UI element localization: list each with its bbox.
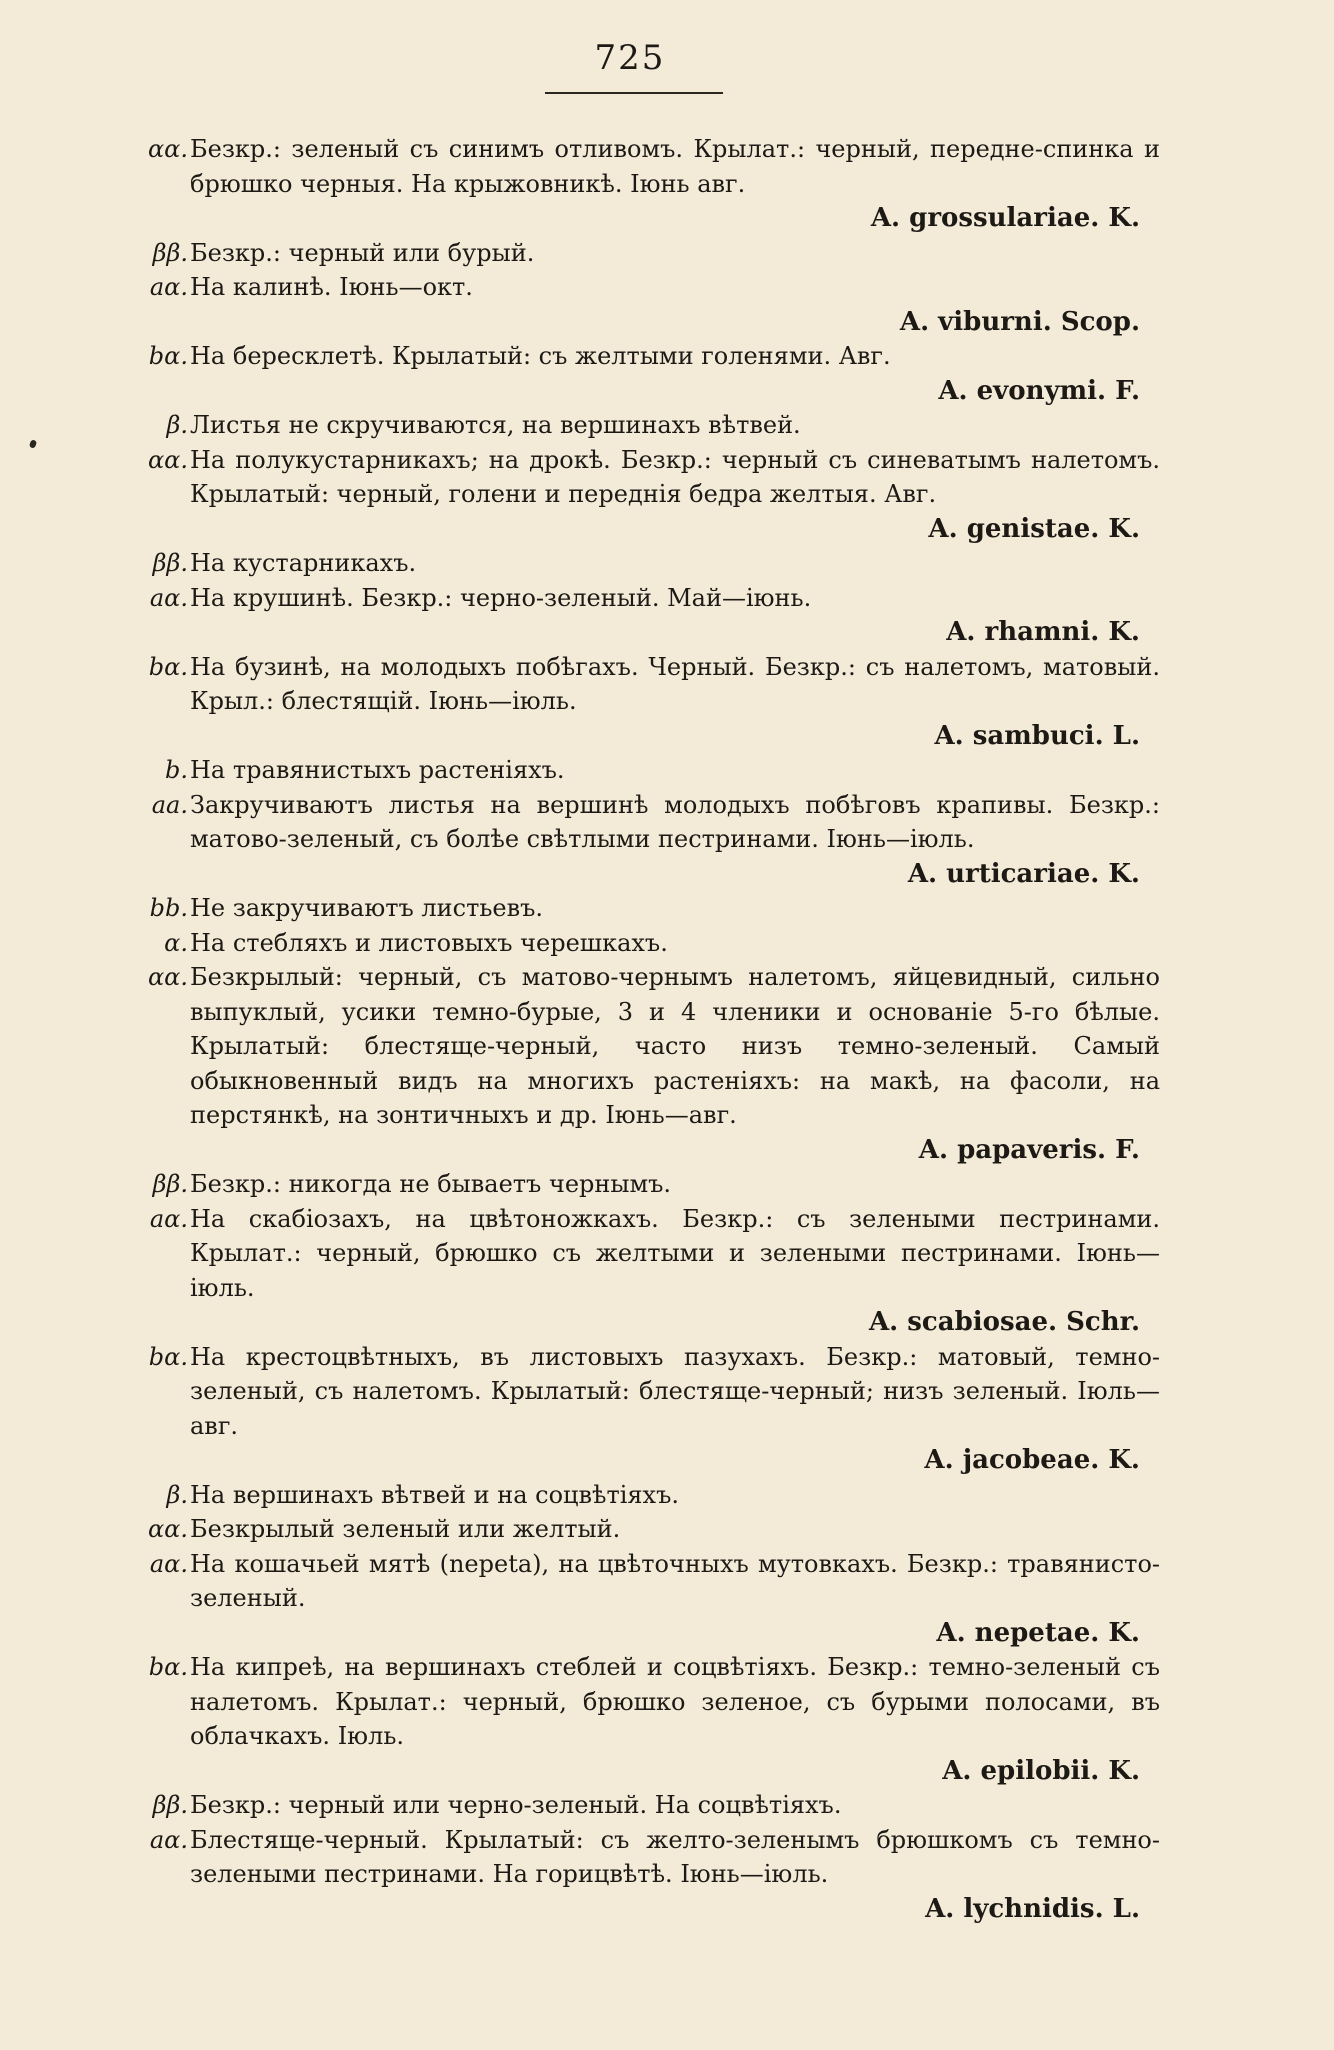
- key-entry: [130, 1340, 1160, 1478]
- key-entry: [130, 1650, 1160, 1788]
- entry-marker: αα.: [147, 963, 188, 991]
- species-name: A. papaveris. F.: [918, 1134, 1140, 1165]
- key-entry: [130, 753, 1160, 788]
- entry-marker: αα.: [147, 1515, 188, 1543]
- entry-marker: aα.: [149, 1825, 188, 1854]
- key-entry: [130, 581, 1160, 650]
- entry-marker: bα.: [148, 652, 188, 681]
- entry-marker: aα.: [149, 1204, 188, 1233]
- key-entry: [130, 960, 1160, 1167]
- species-name: A. lychnidis. L.: [925, 1893, 1140, 1924]
- entry-marker: bα.: [148, 342, 188, 370]
- species-name: A. viburni. Scop.: [899, 306, 1140, 337]
- entry-marker: ββ.: [152, 1791, 188, 1819]
- header-rule: [545, 92, 723, 94]
- entry-text: Блестяще-черный. Крылатый: съ желто-зеленымъ брюшкомъ съ темно-зелеными пестринами. На горицвѣтѣ. Іюнь—іюль.: [190, 1825, 1160, 1888]
- page-number: 725: [594, 38, 666, 78]
- entry-marker: αα.: [147, 135, 188, 163]
- entry-text: На кипреѣ, на вершинахъ стеблей и соцвѣтіяхъ. Безкр.: темно-зеленый съ налетомъ. Крылат.: черный, брюшко зеленое, съ бурыми полосами, въ облачкахъ. Іюль.: [190, 1653, 1160, 1750]
- key-entries: [130, 132, 1160, 1926]
- entry-text: На крестоцвѣтныхъ, въ листовыхъ пазухахъ. Безкр.: матовый, темно-зеленый, съ налетомъ. Крылатый: блестяще-черный; низъ зеленый. Іюль—авг.: [190, 1342, 1160, 1440]
- entry-text: На бересклетѣ. Крылатый: съ желтыми голенями. Авг.: [190, 342, 891, 370]
- key-entry: [130, 236, 1160, 271]
- entry-text: Безкр.: черный или черно-зеленый. На соцвѣтіяхъ.: [190, 1791, 842, 1819]
- entry-marker: bb.: [149, 894, 188, 922]
- ink-speck: [29, 439, 37, 449]
- species-name: A. grossulariae. K.: [870, 203, 1140, 233]
- species-name: A. genistae. K.: [928, 513, 1140, 544]
- entry-marker: β.: [166, 1480, 188, 1509]
- entry-marker: ββ.: [152, 549, 188, 577]
- key-entry: [130, 408, 1160, 443]
- entry-text: На кошачьей мятѣ (nepeta), на цвѣточныхъ мутовкахъ. Безкр.: травянисто-зеленый.: [190, 1549, 1160, 1612]
- entry-marker: ββ.: [152, 238, 188, 267]
- species-name: A. sambuci. L.: [934, 720, 1140, 751]
- entry-marker: bα.: [148, 1342, 188, 1371]
- entry-text: Не закручиваютъ листьевъ.: [190, 894, 544, 922]
- entry-text: На калинѣ. Іюнь—окт.: [190, 273, 473, 301]
- key-entry: [130, 339, 1160, 408]
- species-name: A. epilobii. K.: [942, 1755, 1140, 1786]
- entry-text: Закручиваютъ листья на вершинѣ молодыхъ побѣговъ крапивы. Безкр.: матово-зеленый, съ болѣе свѣтлыми пестринами. Іюнь—іюль.: [190, 790, 1160, 853]
- entry-marker: bα.: [148, 1653, 188, 1681]
- entry-text: На кустарникахъ.: [190, 549, 417, 577]
- entry-marker: αα.: [147, 445, 188, 474]
- species-name: A. urticariae. K.: [907, 858, 1140, 889]
- key-entry: [130, 891, 1160, 926]
- entry-marker: aα.: [149, 583, 188, 612]
- entry-text: На бузинѣ, на молодыхъ побѣгахъ. Черный. Безкр.: съ налетомъ, матовый. Крыл.: блестящій. Іюнь—іюль.: [190, 652, 1160, 715]
- entry-marker: b.: [165, 756, 188, 784]
- key-entry: [130, 270, 1160, 339]
- key-entry: [130, 546, 1160, 581]
- key-entry: [130, 1202, 1160, 1340]
- entry-marker: α.: [164, 928, 188, 957]
- entry-marker: aα.: [149, 1549, 188, 1578]
- entry-text: На стебляхъ и листовыхъ черешкахъ.: [190, 928, 668, 957]
- key-entry: [130, 1478, 1160, 1513]
- entry-marker: ββ.: [152, 1170, 188, 1198]
- entry-marker: aa.: [151, 790, 188, 819]
- key-entry: [130, 1823, 1160, 1927]
- key-entry: [130, 1788, 1160, 1823]
- key-entry: [130, 788, 1160, 892]
- entry-text: На вершинахъ вѣтвей и на соцвѣтіяхъ.: [190, 1480, 679, 1509]
- key-entry: [130, 132, 1160, 236]
- entry-marker: aα.: [149, 273, 188, 301]
- species-name: A. rhamni. K.: [946, 617, 1140, 647]
- species-name: A. evonymi. F.: [938, 375, 1140, 406]
- species-name: A. scabiosae. Schr.: [869, 1307, 1140, 1337]
- key-entry: [130, 1167, 1160, 1202]
- entry-text: Безкр.: зеленый съ синимъ отливомъ. Крылат.: черный, передне-спинка и брюшко черныя. На крыжовникѣ. Іюнь авг.: [190, 135, 1160, 198]
- entry-text: Безкр.: никогда не бываетъ чернымъ.: [190, 1170, 672, 1198]
- entry-text: На полукустарникахъ; на дрокѣ. Безкр.: черный съ синеватымъ налетомъ. Крылатый: черный, голени и переднія бедра желтыя. Авг.: [190, 445, 1160, 508]
- entry-text: Безкр.: черный или бурый.: [190, 238, 535, 267]
- entry-marker: β.: [166, 411, 188, 439]
- entry-text: На крушинѣ. Безкр.: черно-зеленый. Май—іюнь.: [190, 583, 812, 612]
- entry-text: На скабіозахъ, на цвѣтоножкахъ. Безкр.: съ зелеными пестринами. Крылат.: черный, брюшко съ желтыми и зелеными пестринами. Іюнь—іюль.: [190, 1204, 1160, 1302]
- key-entry: [130, 443, 1160, 547]
- entry-text: На травянистыхъ растеніяхъ.: [190, 756, 565, 784]
- key-entry: [130, 926, 1160, 961]
- species-name: A. jacobeae. K.: [924, 1445, 1140, 1475]
- key-entry: [130, 1512, 1160, 1547]
- species-name: A. nepetae. K.: [936, 1617, 1140, 1648]
- key-entry: [130, 650, 1160, 754]
- key-entry: [130, 1547, 1160, 1651]
- entry-text: Безкрылый зеленый или желтый.: [190, 1515, 621, 1543]
- entry-text: Листья не скручиваются, на вершинахъ вѣтвей.: [190, 411, 801, 439]
- entry-text: Безкрылый: черный, съ матово-чернымъ налетомъ, яйцевидный, сильно выпуклый, усики темно-бурые, 3 и 4 членики и основаніе 5-го бѣлые. Крылатый: блестяще-черный, часто низъ темно-зеленый. Самый обыкновенный видъ на многихъ растеніяхъ: на макѣ, на фасоли, на перстянкѣ, на зонтичныхъ и др. Іюнь—авг.: [190, 963, 1160, 1129]
